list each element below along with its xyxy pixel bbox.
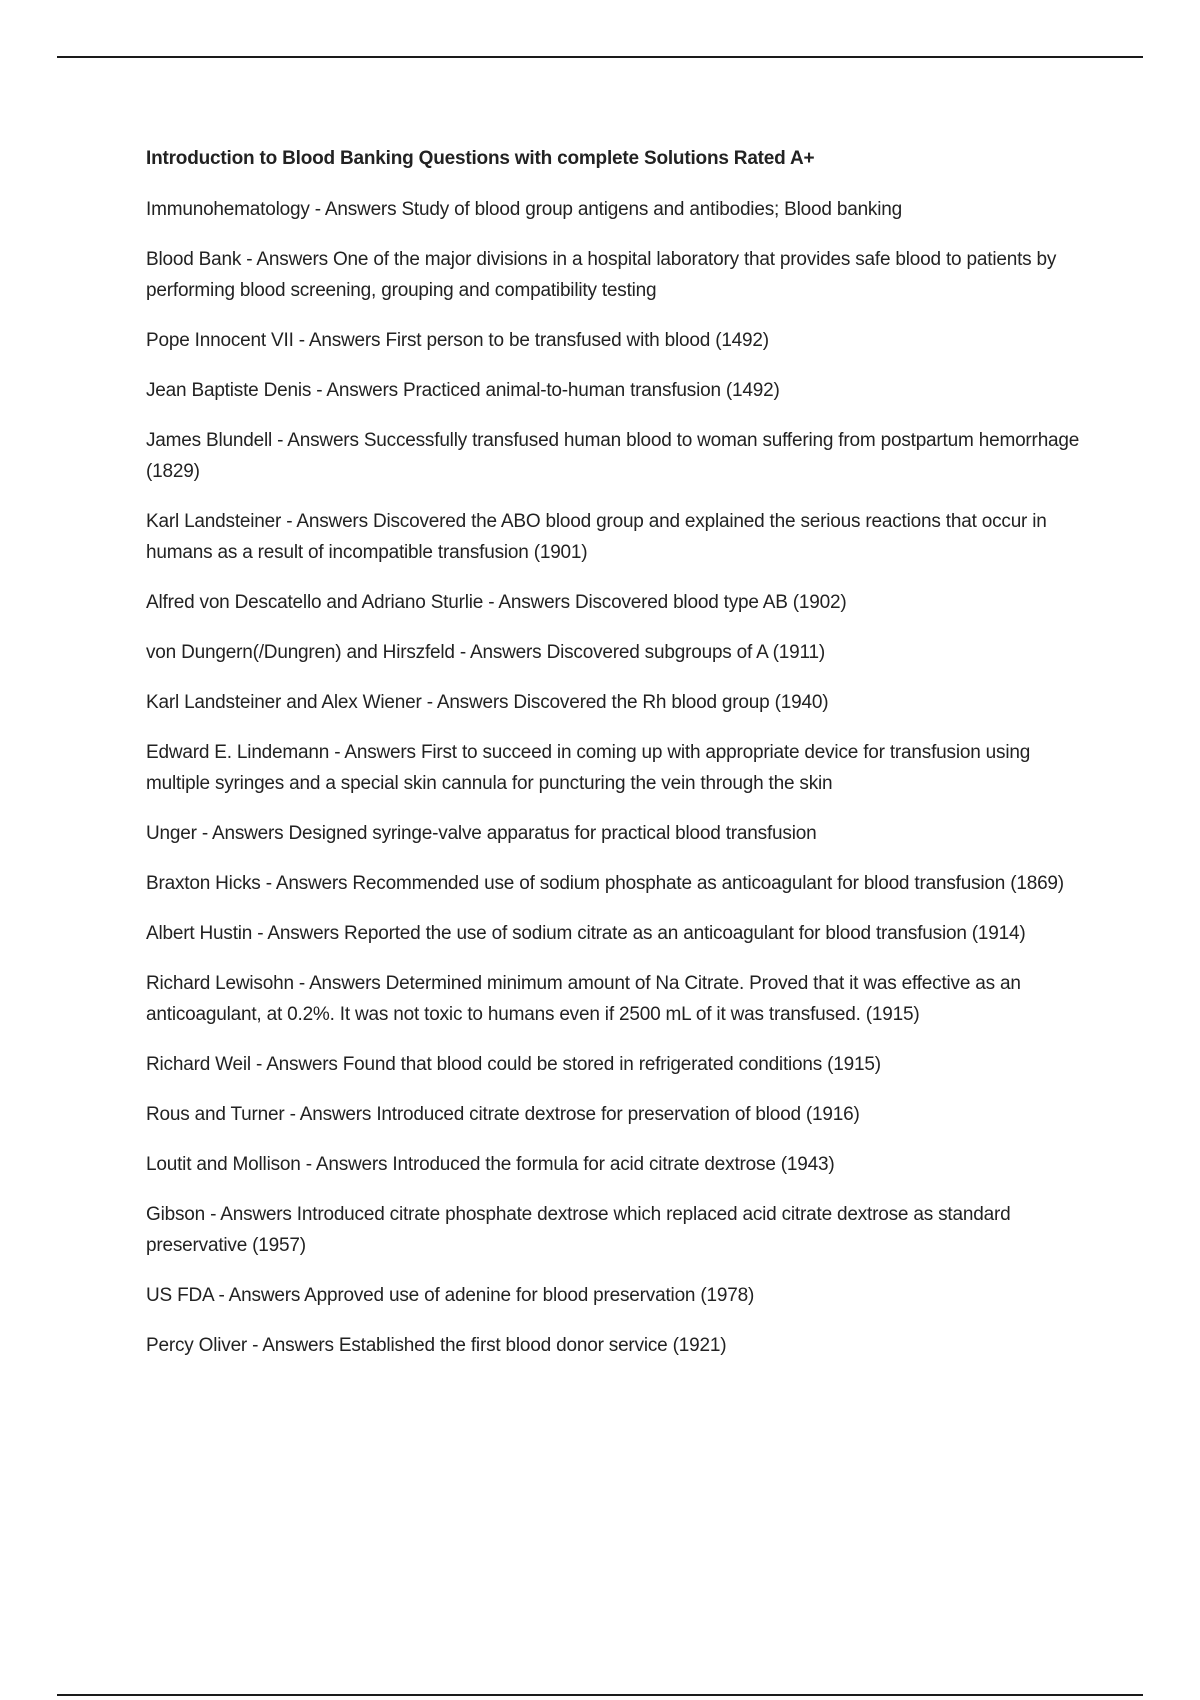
qa-entry xyxy=(146,818,1086,849)
entry-definition: Approved use of adenine for blood preservation (1978) xyxy=(304,1285,755,1306)
entry-separator: - Answers xyxy=(213,1285,305,1306)
entry-separator: - Answers xyxy=(205,1204,297,1225)
entry-term: Jean Baptiste Denis xyxy=(146,380,312,401)
bottom-rule xyxy=(57,1694,1143,1696)
entry-term: Unger xyxy=(146,823,197,844)
entry-term: Gibson xyxy=(146,1204,206,1225)
qa-entry xyxy=(146,194,1086,225)
entry-separator: - Answers xyxy=(250,1054,343,1075)
qa-entry xyxy=(146,375,1086,406)
entry-term: Percy Oliver xyxy=(146,1335,248,1356)
entry-definition: Determined minimum amount of Na Citrate. Proved that it was effective as an anticoagulant, at 0.2%. It was not toxic to humans even if 2500 mL of it was transfused. (1915) xyxy=(146,973,1021,1025)
qa-entry xyxy=(146,737,1086,799)
entry-separator: - Answers xyxy=(284,1104,377,1125)
top-rule xyxy=(57,56,1143,58)
entry-separator: - Answers xyxy=(241,249,333,270)
entry-separator: - Answers xyxy=(293,973,386,994)
entry-definition: Study of blood group antigens and antibodies; Blood banking xyxy=(401,199,902,220)
entry-separator: - Answers xyxy=(329,742,421,763)
entry-separator: - Answers xyxy=(247,1335,339,1356)
entry-term: Karl Landsteiner xyxy=(146,511,282,532)
entry-term: Edward E. Lindemann xyxy=(146,742,330,763)
qa-entry xyxy=(146,587,1086,618)
qa-entry xyxy=(146,687,1086,718)
entry-definition: Found that blood could be stored in refrigerated conditions (1915) xyxy=(342,1054,881,1075)
entry-term: US FDA xyxy=(146,1285,214,1306)
entry-definition: Discovered blood type AB (1902) xyxy=(574,592,847,613)
entry-definition: Discovered subgroups of A (1911) xyxy=(546,642,825,663)
qa-entry xyxy=(146,918,1086,949)
entry-separator: - Answers xyxy=(252,923,344,944)
entry-term: Immunohematology xyxy=(146,199,310,220)
qa-entry xyxy=(146,1199,1086,1261)
qa-entry xyxy=(146,1330,1086,1361)
entry-definition: First to succeed in coming up with appropriate device for transfusion using multiple syringes and a special skin cannula for puncturing the vein through the skin xyxy=(146,742,1031,794)
entry-definition: Reported the use of sodium citrate as an anticoagulant for blood transfusion (1914) xyxy=(343,923,1026,944)
entry-separator: - Answers xyxy=(196,823,289,844)
qa-entry xyxy=(146,637,1086,668)
entry-definition: Introduced citrate phosphate dextrose which replaced acid citrate dextrose as standard preservative (1957) xyxy=(146,1204,1011,1256)
entry-term: Richard Weil xyxy=(146,1054,251,1075)
entry-separator: - Answers xyxy=(300,1154,393,1175)
entry-term: Richard Lewisohn xyxy=(146,973,294,994)
qa-entry xyxy=(146,1149,1086,1180)
entry-definition: Successfully transfused human blood to woman suffering from postpartum hemorrhage (1829) xyxy=(146,430,1080,482)
entry-definition: Introduced the formula for acid citrate dextrose (1943) xyxy=(392,1154,835,1175)
entry-term: James Blundell xyxy=(146,430,273,451)
entry-separator: - Answers xyxy=(272,430,364,451)
qa-entry xyxy=(146,1280,1086,1311)
entry-term: Blood Bank xyxy=(146,249,242,270)
entry-definition: Introduced citrate dextrose for preservation of blood (1916) xyxy=(376,1104,860,1125)
entry-term: Albert Hustin xyxy=(146,923,253,944)
entry-definition: First person to be transfused with blood (1492) xyxy=(385,330,769,351)
entry-separator: - Answers xyxy=(483,592,575,613)
qa-entry xyxy=(146,868,1086,899)
entry-separator: - Answers xyxy=(293,330,386,351)
entry-definition: Recommended use of sodium phosphate as anticoagulant for blood transfusion (1869) xyxy=(352,873,1064,894)
entry-separator: - Answers xyxy=(311,380,403,401)
document-body xyxy=(146,144,1086,1380)
entry-term: Alfred von Descatello and Adriano Sturlie xyxy=(146,592,484,613)
entry-separator: - Answers xyxy=(281,511,373,532)
entry-term: Loutit and Mollison xyxy=(146,1154,301,1175)
document-title: Introduction to Blood Banking Questions with complete Solutions Rated A+ xyxy=(146,148,815,169)
entry-definition: Discovered the Rh blood group (1940) xyxy=(513,692,829,713)
entry-separator: - Answers xyxy=(260,873,353,894)
entry-definition: Established the first blood donor service (1921) xyxy=(338,1335,727,1356)
entry-term: von Dungern(/Dungren) and Hirszfeld xyxy=(146,642,455,663)
qa-entry xyxy=(146,244,1086,306)
entry-definition: Practiced animal-to-human transfusion (1492) xyxy=(402,380,780,401)
entry-separator: - Answers xyxy=(454,642,547,663)
qa-entry xyxy=(146,425,1086,487)
qa-entry xyxy=(146,325,1086,356)
entry-separator: - Answers xyxy=(309,199,402,220)
entry-definition: Designed syringe-valve apparatus for practical blood transfusion xyxy=(288,823,817,844)
entry-term: Pope Innocent VII xyxy=(146,330,294,351)
qa-entry xyxy=(146,968,1086,1030)
entry-definition: Discovered the ABO blood group and explained the serious reactions that occur in humans as a result of incompatible transfusion (1901) xyxy=(146,511,1047,563)
entry-definition: One of the major divisions in a hospital laboratory that provides safe blood to patients by performing blood screening, grouping and compatibility testing xyxy=(146,249,1057,301)
qa-entry xyxy=(146,1049,1086,1080)
entry-separator: - Answers xyxy=(421,692,514,713)
qa-entry xyxy=(146,506,1086,568)
qa-entry xyxy=(146,1099,1086,1130)
entry-term: Rous and Turner xyxy=(146,1104,285,1125)
entry-term: Karl Landsteiner and Alex Wiener xyxy=(146,692,422,713)
entry-term: Braxton Hicks xyxy=(146,873,261,894)
